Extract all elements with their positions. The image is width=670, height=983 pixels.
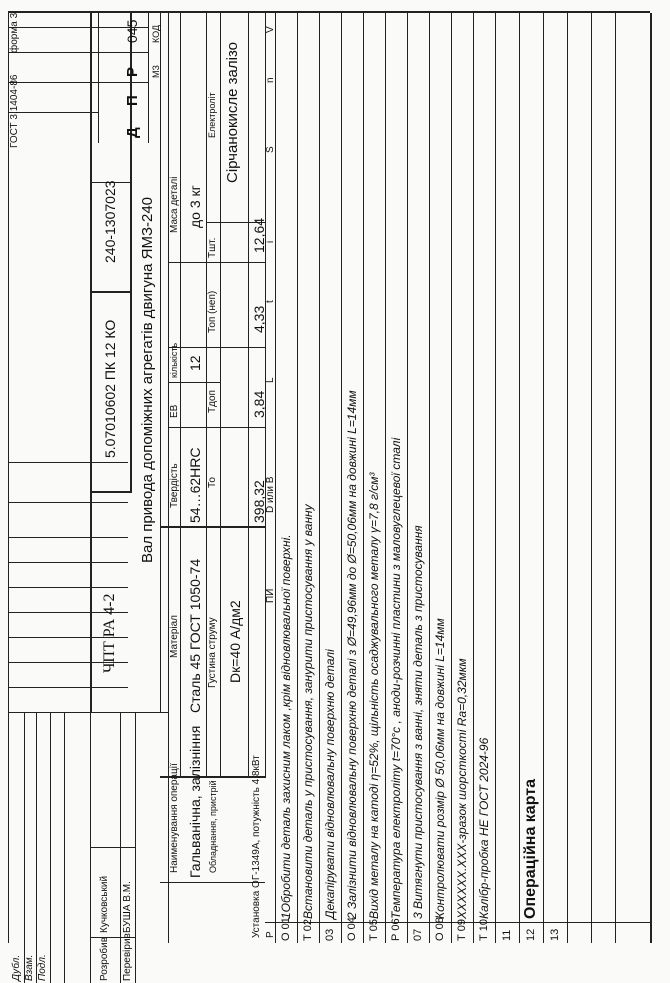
col-n: n [265,77,276,83]
qty-label: кількість [169,342,179,378]
developed-label: Розробив [99,936,110,981]
current-density-label: Густина струму [207,617,218,688]
material-label: Матеріал [169,615,180,658]
col-v: V [265,26,276,33]
row-no: 13 [549,928,561,941]
letter-d: Д [124,127,141,138]
op-name-label: Наименування операції [169,763,180,873]
row-text: 1Обробити деталь захисним лаком ,крім відновлювальної поверхні. [279,534,293,919]
row-no: О 08 [434,917,446,941]
row-no: Т 05 [368,918,380,941]
developed-name: Кучковський [99,875,110,933]
gost-label: ГОСТ 3.1404-86 [9,74,20,148]
row-text: Вихід металу на катоді η=52%, щільність осаджувального металу γ=7,8 г/см³ [367,472,381,919]
dubl-label: Дубл. [11,954,22,981]
col-pi: ПИ [265,588,276,603]
vzam-label: Взам. [24,954,35,981]
row-text: Встановити деталь у пристосування, занурити пристосування у ванну [301,504,315,919]
card-title: Операційна карта [522,778,539,919]
equipment-label: Обладнання, пристрій [208,780,218,873]
row-no: 12 [525,928,537,941]
row-text: 2 Залізнити відновлювальну поверхню деталі з Ø=49,96мм до Ø=50,06мм на довжині L=14мм [345,390,359,919]
to-label: То [207,477,218,488]
row-no: О 04 [346,917,358,941]
row-no: 07 [412,928,424,941]
col-t: t [265,300,276,303]
podl-label: Подл. [37,954,48,981]
kod-label: КОД [151,24,161,43]
qty: 12 [187,355,203,371]
form-label: форма 3 [9,12,20,53]
row-no: Р 06 [390,918,402,941]
top-label: Топ (неп) [207,290,218,333]
current-density: Dк=40 А/дм2 [227,600,243,683]
row-no: Т 09 [456,918,468,941]
to-value: 398,32 [251,480,267,523]
tdop-label: Тдоп [207,390,218,413]
tsht-value: 12,64 [251,217,267,253]
col-i: i [265,240,276,243]
row-no: 03 [324,928,336,941]
row-no: О 01 [280,917,292,941]
row-no: 11 [501,929,513,941]
tdop-value: 3,84 [251,390,267,418]
hardness-label: Твердість [169,463,180,508]
mass: до 3 кг [187,185,203,228]
m3-label: МЗ [151,65,161,78]
electrolyte: Сірчанокисле залізо [224,41,241,183]
row-text: 3 Витягнути пристосування з ванні, зняти деталь з пристосування [411,525,425,919]
row-text: Температура електроліту t=70°с , аноди-розчинні пластини з маловуглецевої сталі [389,437,403,919]
checked-label: Перевірив [122,933,133,981]
checked-name: БУША В.М. [122,881,133,933]
top-value: 4,33 [251,305,267,333]
col-d: D или В [265,476,276,513]
doc-number: 5.07010602 ПК 12 КО [102,319,118,458]
letter-r: Р [124,66,141,77]
electrolyte-label: Електроліт [207,92,217,138]
material: Сталь 45 ГОСТ 1050-74 [187,558,203,713]
row-text: XXXXXX.XXX-зразок шорсткості Ra=0,32мкм [455,658,469,919]
col-s: S [265,146,276,153]
tsht-label: Тшт. [207,237,218,258]
row-no: Т 02 [302,918,314,941]
op-name: Гальванічна, залізніння [187,725,203,878]
mass-label: Маса деталі [169,176,180,233]
eb-label: ЕВ [169,404,180,418]
hardness: 54…62HRC [187,447,203,523]
part-number: 240-1307023 [102,180,118,263]
letter-p: П [124,95,141,106]
equipment: Установка ОГ-1349А, потужність 4,8кВт [251,755,262,938]
col-l: L [265,377,276,383]
row-no: Т 10 [478,918,490,941]
doc-code: ЧПТ РА 4-2 [101,593,118,673]
row-text: Контролювати розмір Ø 50,06мм на довжині L=14мм [433,618,447,919]
row-text: Калібр-пробка НЕ ГОСТ 2024-96 [477,737,491,919]
col-r: Р [265,931,276,938]
part-name: Вал привода допоміжних агрегатів двигуна ЯМЗ-240 [139,196,156,563]
row-text: Декапірувати відновлювальну поверхню деталі [323,649,337,919]
code-value: 045 [124,19,140,43]
